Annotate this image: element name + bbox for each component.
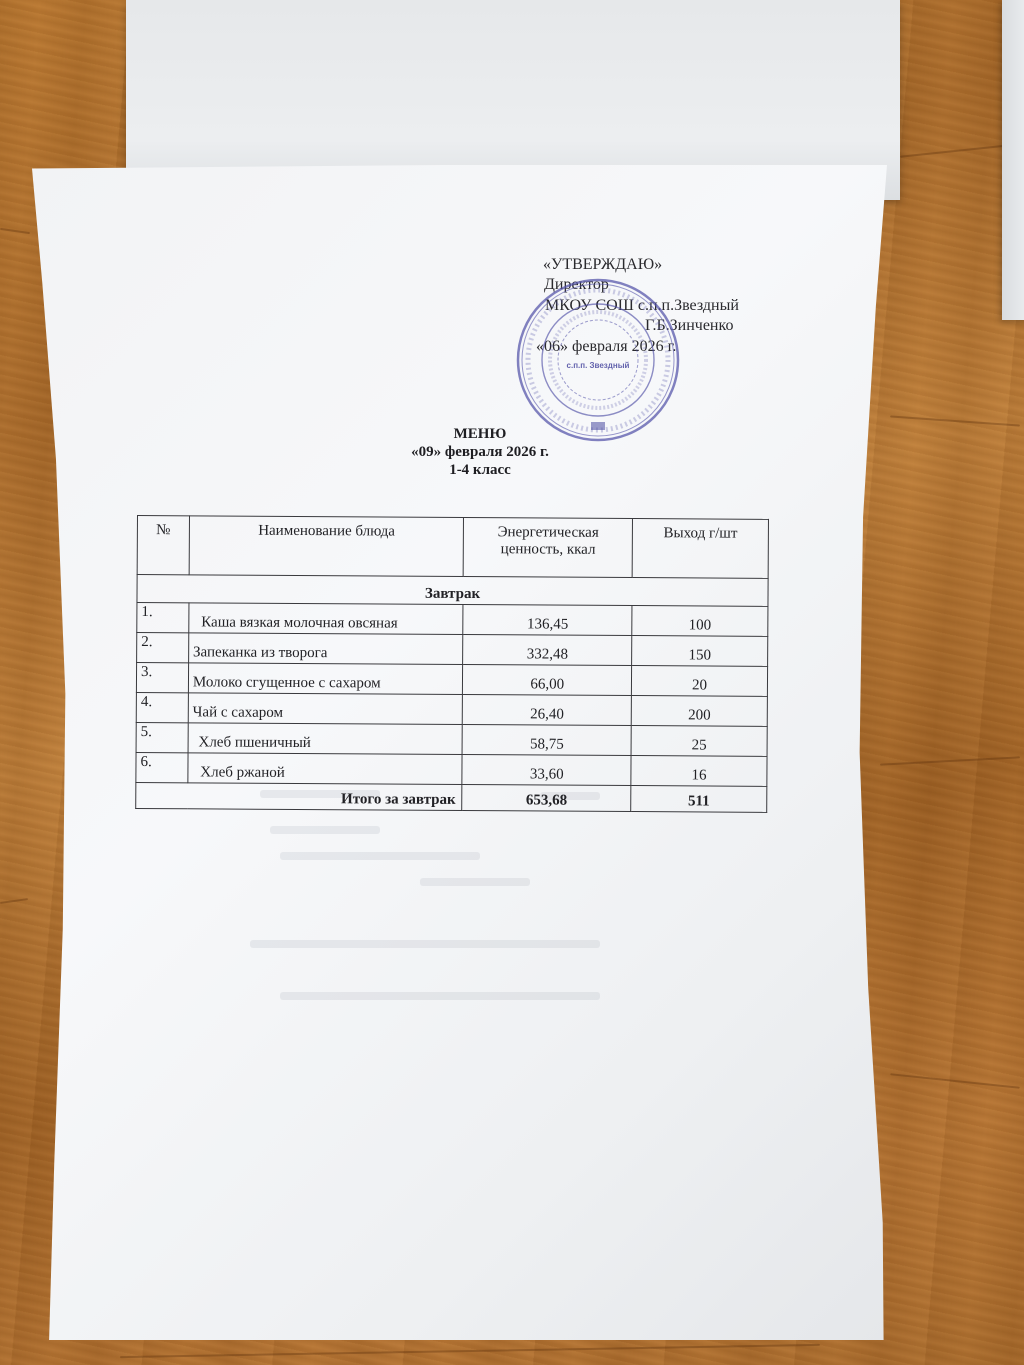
total-row bbox=[136, 782, 767, 812]
row-output: 25 bbox=[631, 726, 767, 757]
row-num: 4. bbox=[136, 692, 188, 722]
wood-grain bbox=[900, 144, 1010, 157]
menu-heading bbox=[355, 425, 605, 479]
wood-grain bbox=[890, 1073, 1019, 1089]
show-through-text bbox=[420, 878, 530, 886]
row-output: 100 bbox=[632, 606, 768, 637]
row-num: 3. bbox=[136, 663, 188, 693]
row-kcal: 332,48 bbox=[463, 634, 632, 665]
table-row bbox=[137, 633, 768, 667]
stamp-text: с.п.п. Звездный bbox=[566, 361, 630, 370]
row-kcal: 33,60 bbox=[462, 754, 631, 785]
table-row bbox=[137, 603, 768, 637]
table-row bbox=[136, 752, 767, 786]
show-through-text bbox=[280, 992, 600, 1000]
row-kcal: 66,00 bbox=[463, 664, 632, 695]
background-sheet-edge bbox=[1002, 0, 1024, 320]
approval-title: «УТВЕРЖДАЮ» bbox=[543, 256, 663, 273]
header-energy: Энергетическая ценность, ккал bbox=[464, 517, 633, 577]
official-stamp-icon bbox=[513, 276, 683, 444]
show-through-text bbox=[250, 940, 600, 948]
row-name: Чай с сахаром bbox=[188, 693, 463, 725]
table-row bbox=[136, 692, 767, 726]
wood-grain bbox=[0, 228, 30, 234]
total-label: Итого за завтрак bbox=[136, 782, 463, 810]
header-name: Наименование блюда bbox=[189, 516, 464, 577]
total-output: 511 bbox=[631, 786, 767, 813]
row-output: 16 bbox=[631, 756, 767, 787]
approval-date: «06» февраля 2026 г. bbox=[536, 337, 677, 355]
table-header-row bbox=[137, 516, 768, 579]
row-kcal: 26,40 bbox=[463, 694, 632, 725]
header-num: № bbox=[137, 516, 189, 575]
section-row bbox=[137, 575, 768, 607]
row-name: Молоко сгущенное с сахаром bbox=[188, 663, 463, 695]
row-output: 200 bbox=[631, 696, 767, 727]
header-output: Выход г/шт bbox=[632, 519, 768, 579]
table-row bbox=[136, 722, 767, 756]
menu-grade: 1-4 класс bbox=[449, 462, 511, 478]
table-row bbox=[136, 663, 767, 697]
show-through-text bbox=[270, 826, 380, 834]
wood-grain bbox=[0, 898, 28, 904]
approval-signatory: Г.Б.Зинченко bbox=[645, 317, 734, 335]
wood-grain bbox=[880, 756, 1020, 765]
row-name: Запеканка из творога bbox=[189, 633, 464, 665]
row-num: 1. bbox=[137, 603, 189, 633]
approval-position: Директор bbox=[544, 276, 609, 294]
total-kcal: 653,68 bbox=[462, 784, 631, 811]
row-output: 150 bbox=[632, 636, 768, 667]
row-kcal: 58,75 bbox=[462, 724, 631, 755]
wood-grain bbox=[120, 1344, 820, 1358]
row-output: 20 bbox=[632, 666, 768, 697]
row-num: 5. bbox=[136, 722, 188, 752]
row-name: Хлеб ржаной bbox=[188, 753, 463, 785]
row-kcal: 136,45 bbox=[463, 604, 632, 635]
menu-date: «09» февраля 2026 г. bbox=[411, 444, 549, 460]
row-num: 2. bbox=[137, 633, 189, 663]
menu-table bbox=[135, 515, 769, 813]
wood-grain bbox=[890, 415, 1020, 426]
menu-title: МЕНЮ bbox=[453, 426, 507, 442]
row-num: 6. bbox=[136, 752, 188, 782]
section-label: Завтрак bbox=[137, 575, 768, 607]
show-through-text bbox=[280, 852, 480, 860]
row-name: Каша вязкая молочная овсяная bbox=[189, 603, 464, 635]
approval-school: МКОУ СОШ с.п.п.Звездный bbox=[545, 296, 739, 314]
row-name: Хлеб пшеничный bbox=[188, 723, 463, 755]
